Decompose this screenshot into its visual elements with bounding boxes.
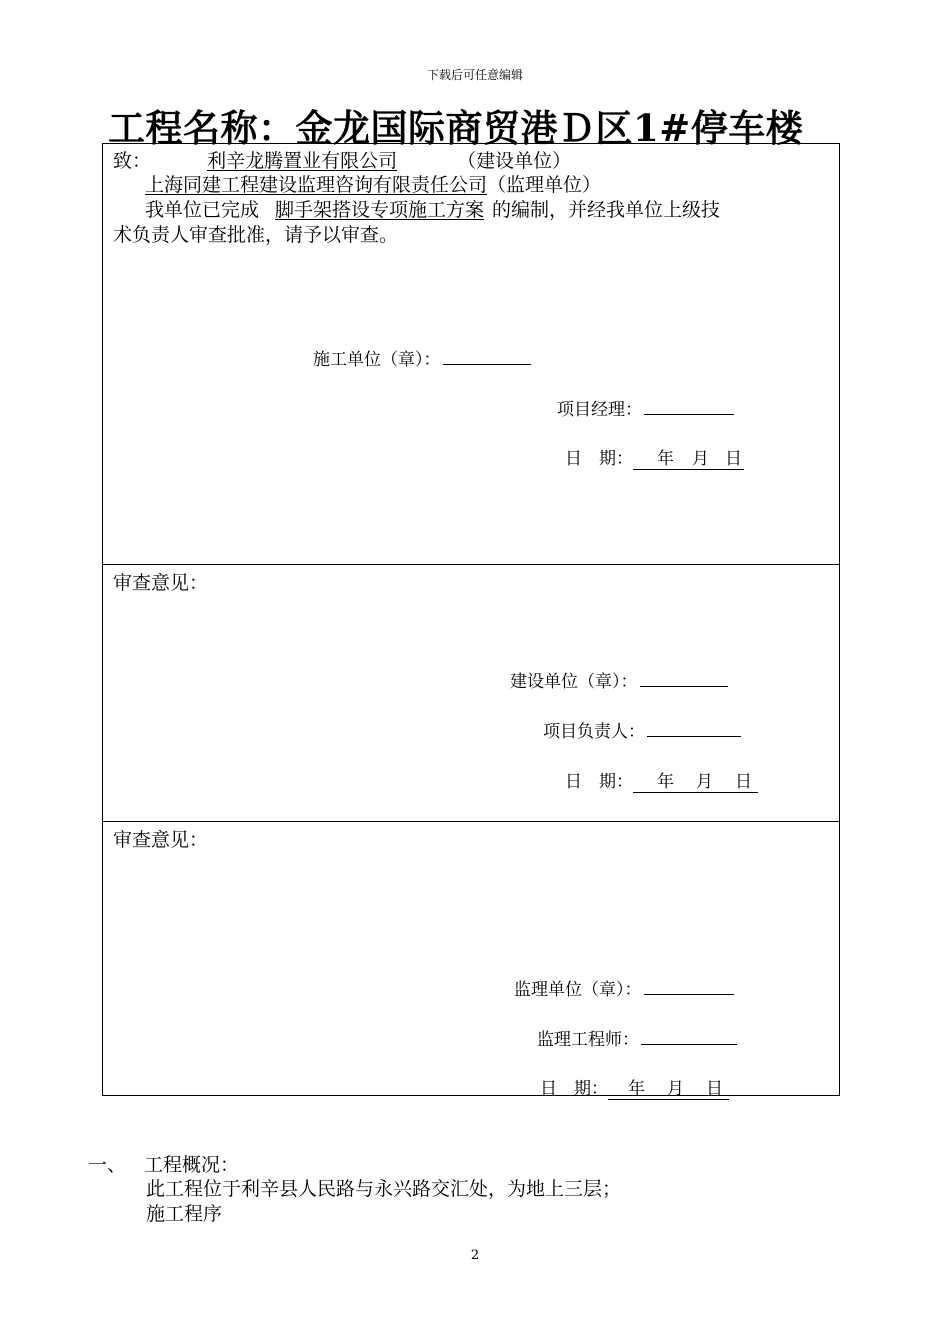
- plan-name: 脚手架搭设专项施工方案: [275, 199, 485, 221]
- overview-number: 一、: [88, 1154, 127, 1176]
- date-label: 日 期：: [565, 449, 633, 469]
- date-field-3: 年 月 日: [608, 1080, 729, 1100]
- date-field-2: 年 月 日: [633, 773, 758, 793]
- overview-line-1: 此工程位于利辛县人民路与永兴路交汇处，为地上三层；: [146, 1178, 622, 1200]
- pm-label: 项目经理：: [557, 400, 642, 420]
- date-row-2: [565, 767, 758, 793]
- owner-seal-blank: [640, 672, 728, 687]
- contractor-seal-row: [313, 345, 531, 370]
- engineer-label: 监理工程师：: [537, 1030, 639, 1050]
- to-label: 致：: [113, 150, 152, 172]
- body-suffix: 的编制，并经我单位上级技: [492, 199, 721, 221]
- date-label: 日 期：: [565, 772, 633, 792]
- engineer-blank: [641, 1030, 737, 1045]
- supervisor-seal-row: [514, 975, 734, 1000]
- overview-heading-row: [88, 1150, 239, 1177]
- date-label: 日 期：: [540, 1079, 608, 1099]
- header-note: 下载后可任意编辑: [426, 68, 523, 82]
- contractor-seal-blank: [443, 350, 531, 365]
- date-field-1: 年 月 日: [633, 450, 744, 470]
- owner-seal-label: 建设单位（章）：: [510, 672, 638, 692]
- date-row-3: [540, 1074, 729, 1100]
- date-row-1: [565, 444, 744, 470]
- pm-blank: [644, 400, 734, 415]
- client-role: （建设单位）: [457, 150, 572, 172]
- body-line-1: [145, 195, 720, 222]
- body-line-2: 术负责人审查批准，请予以审查。: [113, 224, 399, 246]
- supervisor-role: （监理单位）: [487, 174, 602, 196]
- section-divider-1: [102, 564, 840, 565]
- page-number: 2: [470, 1248, 480, 1263]
- owner-person-blank: [647, 722, 741, 737]
- owner-person-row: [543, 717, 741, 742]
- supervisor-seal-blank: [644, 980, 734, 995]
- owner-person-label: 项目负责人：: [543, 722, 645, 742]
- body-prefix: 我单位已完成: [145, 199, 260, 221]
- supervisor-opinion-label: 审查意见：: [113, 829, 209, 851]
- owner-seal-row: [510, 667, 728, 692]
- supervisor-seal-label: 监理单位（章）：: [514, 980, 642, 1000]
- page-title: 工程名称：金龙国际商贸港Ｄ区1#停车楼: [108, 106, 804, 150]
- pm-row: [557, 395, 734, 420]
- client-name: 利辛龙腾置业有限公司: [207, 150, 398, 172]
- owner-opinion-label: 审查意见：: [113, 572, 209, 594]
- approval-form-box: [102, 143, 840, 1096]
- recipient-line: [113, 146, 571, 173]
- overview-line-2: 施工程序: [146, 1203, 223, 1225]
- overview-heading: 工程概况：: [144, 1154, 240, 1176]
- supervisor-name: 上海同建工程建设监理咨询有限责任公司: [145, 174, 488, 196]
- contractor-seal-label: 施工单位（章）：: [313, 350, 441, 370]
- section-divider-2: [102, 821, 840, 822]
- supervisor-line: [145, 170, 601, 197]
- engineer-row: [537, 1025, 737, 1050]
